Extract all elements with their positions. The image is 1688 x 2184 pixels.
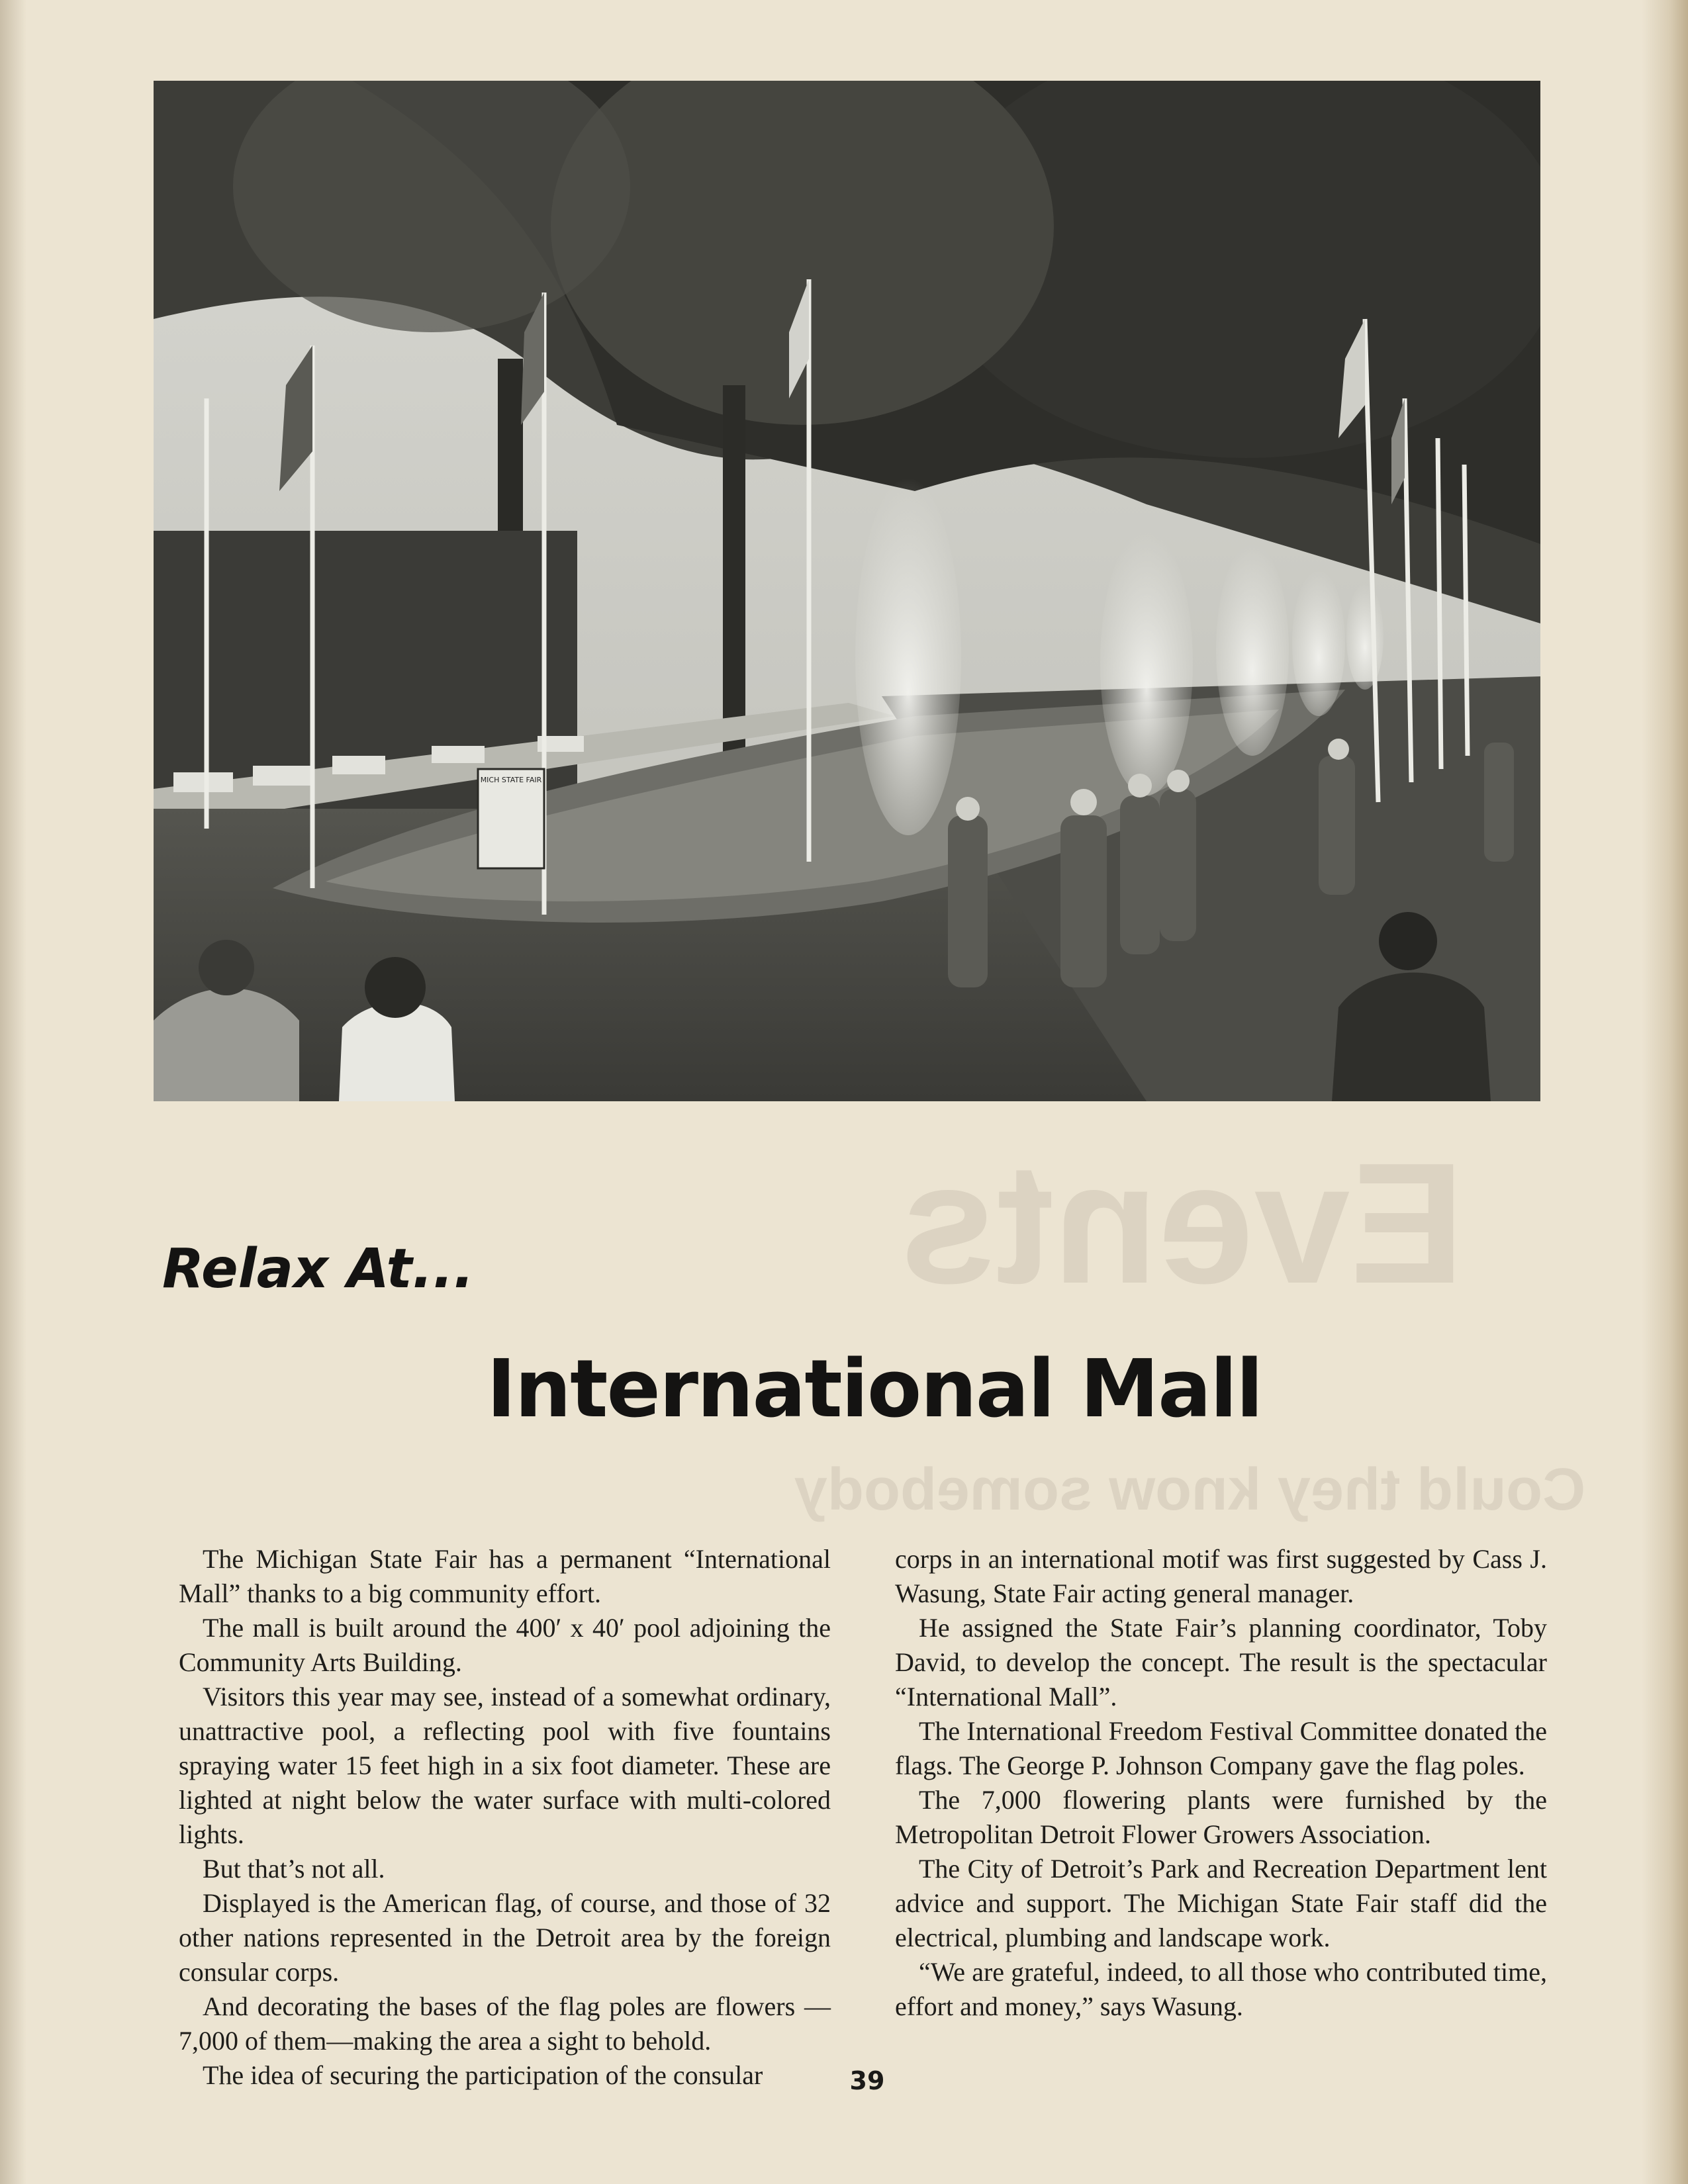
page-edge-right — [1642, 0, 1688, 2184]
paragraph: The City of Detroit’s Park and Recreation Department lent advice and support. The Michigan State Fair staff did the electrical, plumbing and landscape work. — [895, 1854, 1547, 1952]
kicker-heading: Relax At... — [162, 1238, 475, 1300]
mall-photo-illustration — [154, 81, 1540, 1101]
paragraph: corps in an international motif was first suggested by Cass J. Wasung, State Fair acting general manager. — [895, 1544, 1547, 1608]
page-title: International Mall — [487, 1343, 1262, 1435]
sign-text: MICH STATE FAIR — [480, 776, 542, 784]
paragraph: Displayed is the American flag, of course, and those of 32 other nations represented in the Detroit area by the foreign consular corps. — [179, 1888, 831, 1987]
paragraph: But that’s not all. — [203, 1854, 385, 1884]
paragraph: The 7,000 flowering plants were furnished by the Metropolitan Detroit Flower Growers Association. — [895, 1785, 1547, 1849]
paragraph: The International Freedom Festival Committee donated the flags. The George P. Johnson Company gave the flag poles. — [895, 1716, 1547, 1780]
mall-photo — [154, 81, 1540, 1101]
paragraph: The Michigan State Fair has a permanent “International Mall” thanks to a big community effort. — [179, 1544, 831, 1608]
show-through-subtitle: Could they know somebody — [794, 1457, 1586, 1523]
paragraph: “We are grateful, indeed, to all those who contributed time, effort and money,” says Wasung. — [895, 1957, 1547, 2021]
paragraph: The idea of securing the participation of the consular — [203, 2060, 763, 2090]
page-edge-left — [0, 0, 26, 2184]
paragraph: He assigned the State Fair’s planning coordinator, Toby David, to develop the concept. The result is the spectacular “International Mall”. — [895, 1613, 1547, 1711]
paragraph: And decorating the bases of the flag poles are flowers —7,000 of them—making the area a sight to behold. — [179, 1991, 831, 2056]
page-number: 39 — [849, 2066, 885, 2095]
paragraph: Visitors this year may see, instead of a somewhat ordinary, unattractive pool, a reflecting pool with five fountains spraying water 15 feet high in a six foot diameter. These are lighted at night below the water surface with multi-colored lights. — [179, 1682, 831, 1849]
article-column-right — [895, 1542, 1547, 2024]
article-column-left — [179, 1542, 831, 2093]
paragraph: The mall is built around the 400′ x 40′ pool adjoining the Community Arts Building. — [179, 1613, 831, 1677]
show-through-title: Events — [900, 1128, 1465, 1320]
